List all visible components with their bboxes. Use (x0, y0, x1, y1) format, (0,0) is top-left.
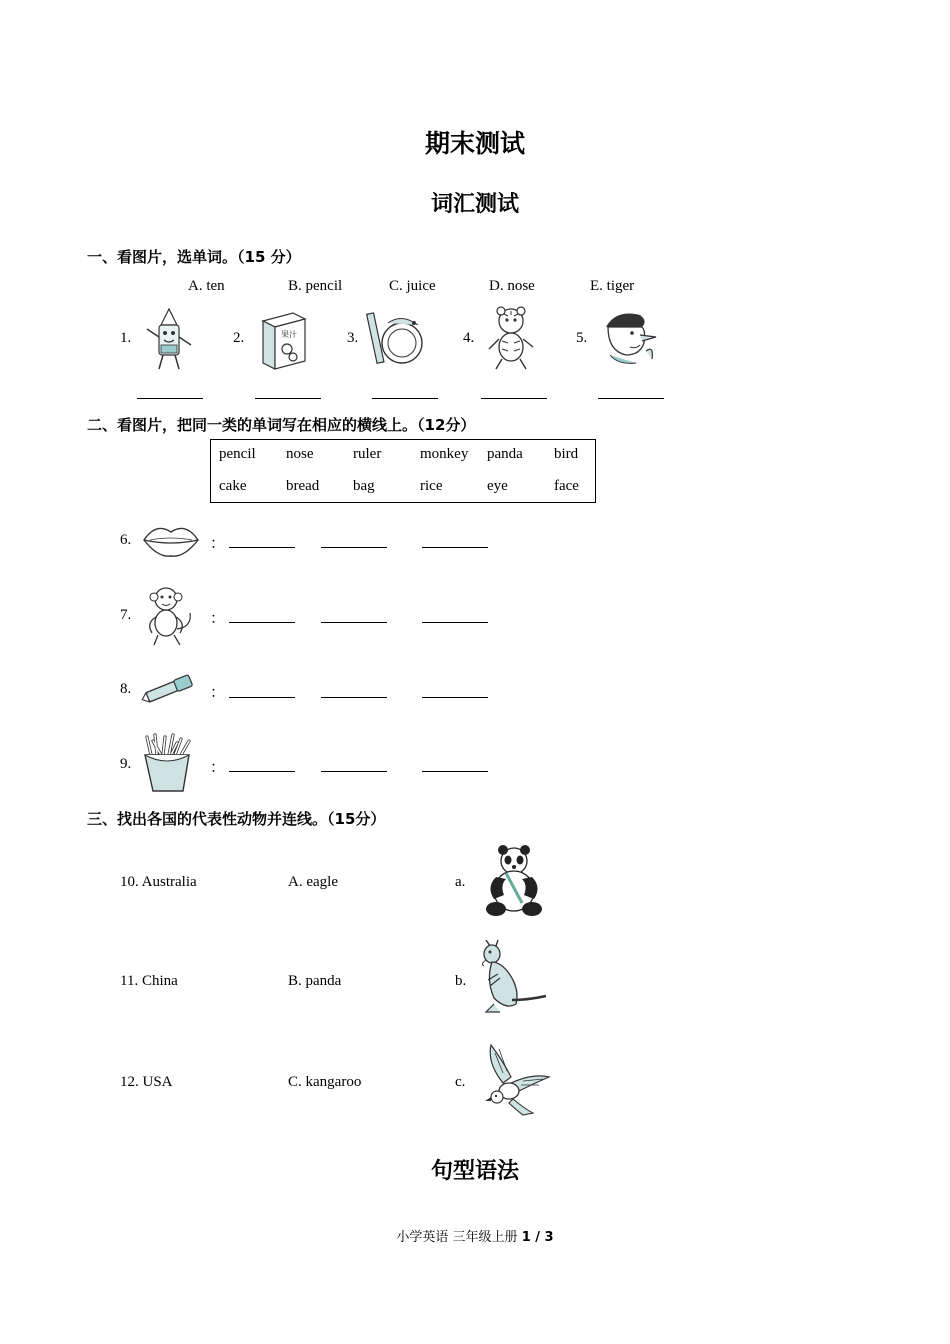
answer-blank[interactable] (422, 547, 488, 548)
section1-heading: 一、看图片，选单词。（15 分） (87, 248, 301, 266)
answer-blank[interactable] (321, 771, 387, 772)
answer-blank-1[interactable] (137, 398, 203, 399)
word-bank-item: face (554, 478, 579, 494)
footer-text: 小学英语 三年级上册 (396, 1230, 518, 1245)
answer-blank-5[interactable] (598, 398, 664, 399)
page-footer (0, 1226, 950, 1245)
answer-blank[interactable] (229, 697, 295, 698)
answer-blank[interactable] (229, 771, 295, 772)
section3-heading: 三、找出各国的代表性动物并连线。（15分） (87, 810, 386, 828)
french-fries-icon (141, 733, 197, 793)
country-usa: 12. USA (120, 1074, 173, 1090)
word-bank-item: rice (420, 478, 443, 494)
option-e: E. tiger (590, 278, 635, 294)
option-b: B. pencil (288, 278, 343, 294)
panda-icon (476, 843, 552, 919)
item-number: 1. (120, 330, 132, 346)
svg-text:果汁: 果汁 (281, 330, 297, 339)
colon: ： (210, 536, 226, 552)
country-china: 11. China (120, 973, 178, 989)
animal-kangaroo: C. kangaroo (288, 1074, 362, 1090)
option-a: A. ten (188, 278, 225, 294)
word-bank-item: bag (353, 478, 375, 494)
item-number: 8. (120, 681, 132, 697)
picture-letter-b: b. (455, 973, 467, 989)
word-bank-item: cake (219, 478, 247, 494)
lips-icon (140, 518, 202, 562)
answer-blank[interactable] (229, 622, 295, 623)
word-bank-item: eye (487, 478, 508, 494)
colon: ： (210, 685, 226, 701)
word-bank-item: pencil (219, 446, 256, 462)
answer-blank-3[interactable] (372, 398, 438, 399)
item-number: 7. (120, 607, 132, 623)
tiger-icon (484, 305, 538, 373)
word-bank-item: bird (554, 446, 579, 462)
item-number: 9. (120, 756, 132, 772)
answer-blank-2[interactable] (255, 398, 321, 399)
item-number: 6. (120, 532, 132, 548)
answer-blank-4[interactable] (481, 398, 547, 399)
monkey-icon (140, 583, 196, 647)
option-d: D. nose (489, 278, 535, 294)
pencil-character-icon (139, 307, 199, 373)
item-number: 3. (347, 330, 359, 346)
answer-blank[interactable] (229, 547, 295, 548)
eagle-icon (473, 1043, 553, 1119)
word-bank-item: bread (286, 478, 320, 494)
colon: ： (210, 611, 226, 627)
plate-ten-icon (366, 309, 428, 369)
vocab-section-title: 词汇测试 (430, 192, 519, 217)
colon: ： (210, 760, 226, 776)
word-bank-item: nose (286, 446, 314, 462)
word-bank-item: panda (487, 446, 523, 462)
page-number: 1 / 3 (521, 1230, 554, 1245)
answer-blank[interactable] (321, 547, 387, 548)
picture-letter-a: a. (455, 874, 466, 890)
word-bank-box (210, 439, 596, 503)
section2-heading: 二、看图片，把同一类的单词写在相应的横线上。（12分） (87, 416, 476, 434)
grammar-section-title: 句型语法 (430, 1159, 519, 1184)
animal-panda: B. panda (288, 973, 342, 989)
item-number: 2. (233, 330, 245, 346)
marker-pen-icon (140, 668, 202, 708)
item-number: 4. (463, 330, 475, 346)
page-title: 期末测试 (424, 129, 525, 158)
word-bank-item: monkey (420, 446, 469, 462)
answer-blank[interactable] (321, 697, 387, 698)
answer-blank[interactable] (422, 622, 488, 623)
country-australia: 10. Australia (120, 874, 197, 890)
animal-eagle: A. eagle (288, 874, 338, 890)
answer-blank[interactable] (321, 622, 387, 623)
option-c: C. juice (389, 278, 436, 294)
kangaroo-icon (476, 940, 550, 1020)
item-number: 5. (576, 330, 588, 346)
picture-letter-c: c. (455, 1074, 466, 1090)
answer-blank[interactable] (422, 697, 488, 698)
word-bank-item: ruler (353, 446, 382, 462)
boy-nose-icon (596, 307, 660, 367)
answer-blank[interactable] (422, 771, 488, 772)
juice-carton-icon (253, 307, 313, 373)
